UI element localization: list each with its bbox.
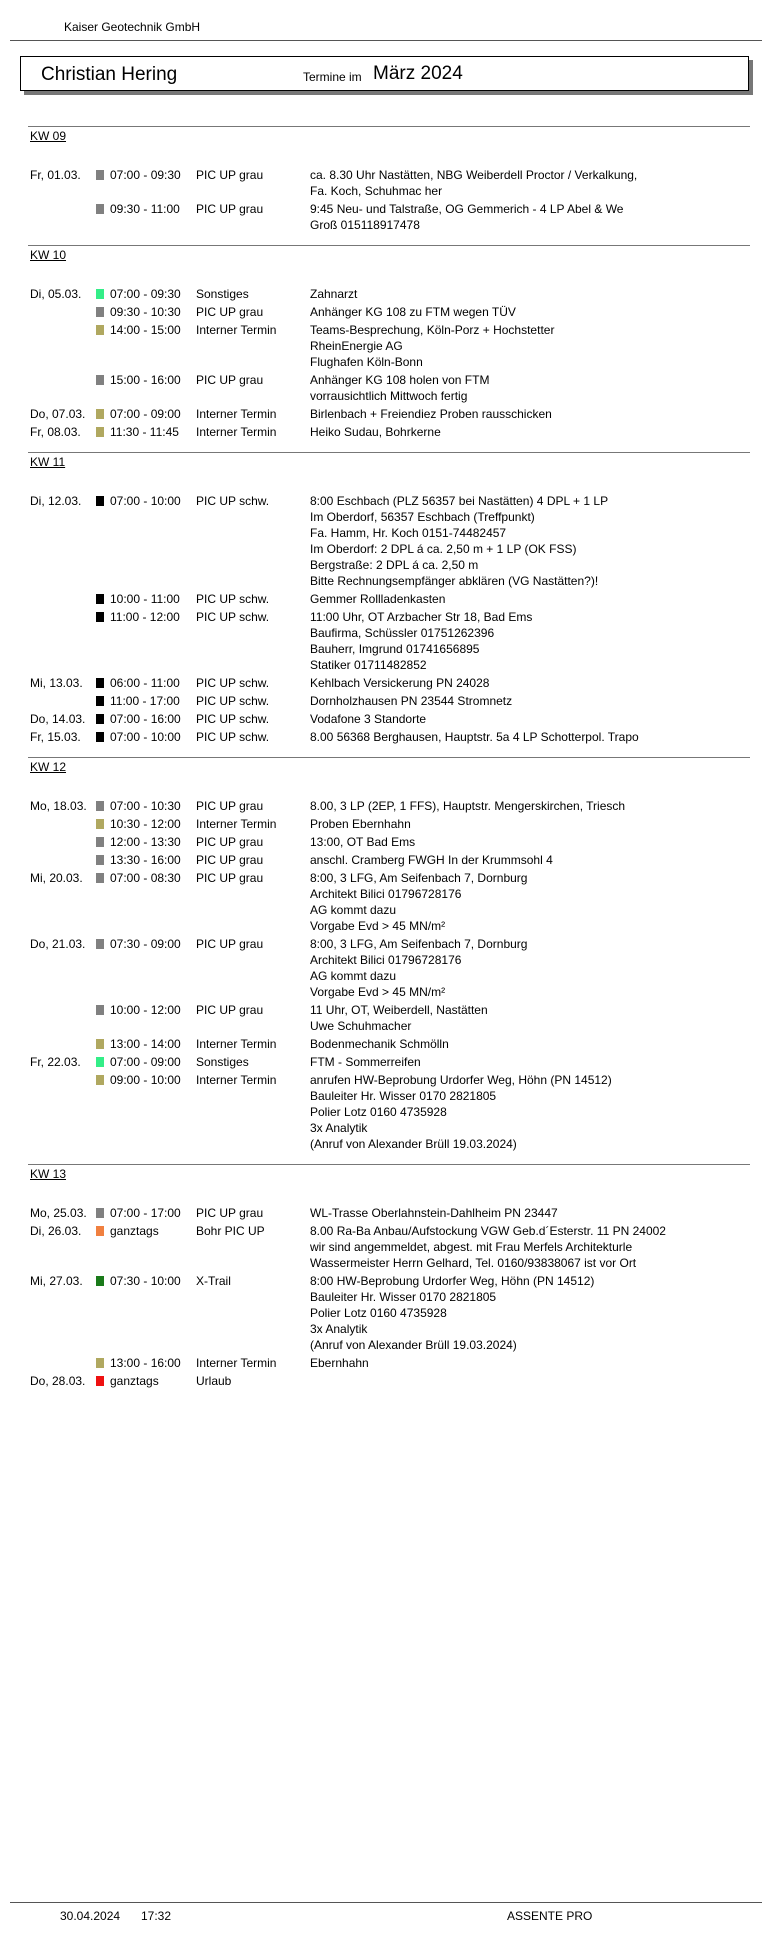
appointment-category: PIC UP grau <box>196 937 264 951</box>
appointment-description <box>310 322 750 370</box>
description-line: Im Oberdorf, 56357 Eschbach (Treffpunkt) <box>310 510 535 524</box>
description-line: Vorgabe Evd > 45 MN/m² <box>310 985 446 999</box>
appointment-category: PIC UP schw. <box>196 730 270 744</box>
appointment-description <box>310 201 750 233</box>
description-line: AG kommt dazu <box>310 969 397 983</box>
description-line: anschl. Cramberg FWGH In der Krummsohl 4 <box>310 853 553 867</box>
category-color-swatch <box>96 594 104 604</box>
appointment-description <box>310 1355 750 1371</box>
description-line: 8:00 HW-Beprobung Urdorfer Weg, Höhn (PN 14512) <box>310 1274 595 1288</box>
appointment-row[interactable] <box>28 1205 750 1223</box>
week-label: KW 10 <box>30 248 67 262</box>
category-color-swatch <box>96 1208 104 1218</box>
appointment-date: Do, 07.03. <box>30 407 86 421</box>
description-line: Fa. Koch, Schuhmac her <box>310 184 443 198</box>
appointment-row[interactable] <box>28 322 750 372</box>
appointment-time: 13:30 - 16:00 <box>110 853 181 867</box>
description-line: 8.00 56368 Berghausen, Hauptstr. 5a 4 LP Schotterpol. Trapo <box>310 730 639 744</box>
description-line: Bodenmechanik Schmölln <box>310 1037 449 1051</box>
appointment-time: 12:00 - 13:30 <box>110 835 181 849</box>
category-color-swatch <box>96 612 104 622</box>
appointment-time: 13:00 - 14:00 <box>110 1037 181 1051</box>
appointment-row[interactable] <box>28 1036 750 1054</box>
company-name: Kaiser Geotechnik GmbH <box>64 20 201 34</box>
description-line: Bauleiter Hr. Wisser 0170 2821805 <box>310 1290 497 1304</box>
appointment-time: 14:00 - 15:00 <box>110 323 181 337</box>
appointment-description <box>310 852 750 868</box>
appointment-date: Fr, 01.03. <box>30 168 81 182</box>
description-line: 8:00 Eschbach (PLZ 56357 bei Nastätten) 4 DPL + 1 LP <box>310 494 609 508</box>
description-line: WL-Trasse Oberlahnstein-Dahlheim PN 23447 <box>310 1206 558 1220</box>
appointment-description <box>310 1002 750 1034</box>
appointment-description <box>310 1223 750 1271</box>
appointment-time: 13:00 - 16:00 <box>110 1356 181 1370</box>
appointment-time: 09:30 - 11:00 <box>110 202 180 216</box>
footer-app-name: ASSENTE PRO <box>507 1909 593 1923</box>
appointment-row[interactable] <box>28 406 750 424</box>
appointment-row[interactable] <box>28 1072 750 1154</box>
appointment-time: 07:00 - 09:30 <box>110 168 181 182</box>
description-line: Ebernhahn <box>310 1356 369 1370</box>
description-line: Zahnarzt <box>310 287 358 301</box>
appointment-row[interactable] <box>28 372 750 406</box>
description-line: wir sind angemmeldet, abgest. mit Frau Merfels Architekturle <box>310 1240 633 1254</box>
appointment-row[interactable] <box>28 424 750 442</box>
appointment-description <box>310 675 750 691</box>
appointment-category: PIC UP schw. <box>196 494 270 508</box>
category-color-swatch <box>96 1005 104 1015</box>
description-line: Bauherr, Imgrund 01741656895 <box>310 642 480 656</box>
description-line: Flughafen Köln-Bonn <box>310 355 423 369</box>
appointment-time: 09:30 - 10:30 <box>110 305 181 319</box>
appointment-time: 07:00 - 08:30 <box>110 871 181 885</box>
appointment-description <box>310 870 750 934</box>
description-line: Groß 015118917478 <box>310 218 420 232</box>
appointment-description <box>310 372 750 404</box>
appointment-time: 10:30 - 12:00 <box>110 817 181 831</box>
week-label: KW 12 <box>30 760 67 774</box>
description-line: FTM - Sommerreifen <box>310 1055 421 1069</box>
description-line: Polier Lotz 0160 4735928 <box>310 1306 447 1320</box>
appointment-category: PIC UP grau <box>196 305 264 319</box>
appointment-category: Interner Termin <box>196 1037 277 1051</box>
description-line: 13:00, OT Bad Ems <box>310 835 416 849</box>
category-color-swatch <box>96 819 104 829</box>
appointment-category: Interner Termin <box>196 1356 277 1370</box>
week-section <box>28 757 750 1164</box>
appointment-description <box>310 609 750 673</box>
appointment-row[interactable] <box>28 1273 750 1355</box>
category-color-swatch <box>96 1376 104 1386</box>
appointment-category: PIC UP schw. <box>196 712 270 726</box>
appointment-category: PIC UP grau <box>196 799 264 813</box>
entry-list <box>28 1205 750 1401</box>
appointment-category: PIC UP grau <box>196 853 264 867</box>
category-color-swatch <box>96 1276 104 1286</box>
entry-list <box>28 493 750 757</box>
description-line: Statiker 01711482852 <box>310 658 427 672</box>
appointment-description <box>310 798 750 814</box>
appointment-row[interactable] <box>28 1002 750 1036</box>
month-title: März 2024 <box>373 63 463 84</box>
appointment-time: 06:00 - 11:00 <box>110 676 180 690</box>
category-color-swatch <box>96 1226 104 1236</box>
appointment-date: Mi, 13.03. <box>30 676 83 690</box>
appointment-row[interactable] <box>28 816 750 834</box>
appointment-row[interactable] <box>28 870 750 936</box>
appointment-description <box>310 493 750 589</box>
description-line: Anhänger KG 108 holen von FTM <box>310 373 490 387</box>
appointment-description <box>310 1273 750 1353</box>
category-color-swatch <box>96 307 104 317</box>
description-line: Wassermeister Herrn Gelhard, Tel. 0160/93838067 ist vor Ort <box>310 1256 637 1270</box>
description-line: Dornholzhausen PN 23544 Stromnetz <box>310 694 513 708</box>
appointment-description <box>310 816 750 832</box>
description-line: Teams-Besprechung, Köln-Porz + Hochstetter <box>310 323 555 337</box>
appointment-description <box>310 936 750 1000</box>
description-line: 8:00, 3 LFG, Am Seifenbach 7, Dornburg <box>310 871 528 885</box>
category-color-swatch <box>96 1057 104 1067</box>
appointment-time: 10:00 - 12:00 <box>110 1003 181 1017</box>
appointment-description <box>310 167 750 199</box>
appointment-category: PIC UP schw. <box>196 694 270 708</box>
category-color-swatch <box>96 732 104 742</box>
category-color-swatch <box>96 1358 104 1368</box>
description-line: 8.00 Ra-Ba Anbau/Aufstockung VGW Geb.d´Esterstr. 11 PN 24002 <box>310 1224 666 1238</box>
appointment-time: 11:00 - 17:00 <box>110 694 180 708</box>
appointment-time: 07:00 - 16:00 <box>110 712 181 726</box>
appointment-time: 07:00 - 09:00 <box>110 407 181 421</box>
appointment-description <box>310 729 750 745</box>
description-line: Polier Lotz 0160 4735928 <box>310 1105 447 1119</box>
week-label: KW 13 <box>30 1167 67 1181</box>
appointment-category: PIC UP schw. <box>196 676 270 690</box>
appointment-date: Fr, 15.03. <box>30 730 81 744</box>
appointment-date: Do, 28.03. <box>30 1374 86 1388</box>
appointment-row[interactable] <box>28 304 750 322</box>
appointment-date: Di, 05.03. <box>30 287 82 301</box>
description-line: 3x Analytik <box>310 1121 368 1135</box>
category-color-swatch <box>96 714 104 724</box>
appointment-row[interactable] <box>28 1373 750 1391</box>
footer-time: 17:32 <box>141 1909 172 1923</box>
description-line: 11 Uhr, OT, Weiberdell, Nastätten <box>310 1003 488 1017</box>
appointment-row[interactable] <box>28 693 750 711</box>
appointment-time: 07:30 - 10:00 <box>110 1274 181 1288</box>
appointment-description <box>310 591 750 607</box>
category-color-swatch <box>96 325 104 335</box>
appointment-date: Di, 12.03. <box>30 494 82 508</box>
appointment-time: 09:00 - 10:00 <box>110 1073 181 1087</box>
entry-list <box>28 798 750 1164</box>
appointment-time: 11:00 - 12:00 <box>110 610 180 624</box>
description-line: Gemmer Rollladenkasten <box>310 592 446 606</box>
appointment-date: Mo, 18.03. <box>30 799 87 813</box>
appointment-description <box>310 1036 750 1052</box>
description-line: RheinEnergie AG <box>310 339 403 353</box>
description-line: Bergstraße: 2 DPL á ca. 2,50 m <box>310 558 479 572</box>
category-color-swatch <box>96 170 104 180</box>
appointment-description <box>310 834 750 850</box>
appointment-category: Interner Termin <box>196 817 277 831</box>
description-line: Uwe Schuhmacher <box>310 1019 412 1033</box>
week-label: KW 09 <box>30 129 67 143</box>
description-line: Bauleiter Hr. Wisser 0170 2821805 <box>310 1089 497 1103</box>
category-color-swatch <box>96 1075 104 1085</box>
category-color-swatch <box>96 939 104 949</box>
appointment-row[interactable] <box>28 609 750 675</box>
appointment-row[interactable] <box>28 1054 750 1072</box>
description-line: anrufen HW-Beprobung Urdorfer Weg, Höhn (PN 14512) <box>310 1073 612 1087</box>
category-color-swatch <box>96 496 104 506</box>
description-line: Vodafone 3 Standorte <box>310 712 427 726</box>
appointment-description <box>310 304 750 320</box>
appointment-row[interactable] <box>28 201 750 235</box>
entry-list <box>28 167 750 245</box>
category-color-swatch <box>96 873 104 883</box>
appointment-row[interactable] <box>28 852 750 870</box>
appointment-date: Fr, 08.03. <box>30 425 81 439</box>
appointment-category: Urlaub <box>196 1374 232 1388</box>
description-line: vorrausichtlich Mittwoch fertig <box>310 389 468 403</box>
appointment-row[interactable] <box>28 798 750 816</box>
appointment-category: Bohr PIC UP <box>196 1224 265 1238</box>
appointment-description <box>310 1054 750 1070</box>
description-line: Architekt Bilici 01796728176 <box>310 887 462 901</box>
category-color-swatch <box>96 204 104 214</box>
description-line: (Anruf von Alexander Brüll 19.03.2024) <box>310 1137 517 1151</box>
appointment-time: ganztags <box>110 1224 159 1238</box>
appointment-category: PIC UP schw. <box>196 592 270 606</box>
category-color-swatch <box>96 289 104 299</box>
appointment-category: PIC UP schw. <box>196 610 270 624</box>
appointment-row[interactable] <box>28 591 750 609</box>
weeks-container <box>0 126 780 1401</box>
category-color-swatch <box>96 427 104 437</box>
appointment-category: PIC UP grau <box>196 871 264 885</box>
appointment-category: Interner Termin <box>196 323 277 337</box>
description-line: Im Oberdorf: 2 DPL á ca. 2,50 m + 1 LP (OK FSS) <box>310 542 577 556</box>
description-line: 3x Analytik <box>310 1322 368 1336</box>
appointment-category: PIC UP grau <box>196 168 264 182</box>
appointment-date: Fr, 22.03. <box>30 1055 81 1069</box>
category-color-swatch <box>96 1039 104 1049</box>
appointment-description <box>310 424 750 440</box>
description-line: Vorgabe Evd > 45 MN/m² <box>310 919 446 933</box>
appointment-category: PIC UP grau <box>196 1206 264 1220</box>
description-line: 11:00 Uhr, OT Arzbacher Str 18, Bad Ems <box>310 610 533 624</box>
appointment-time: 07:00 - 09:30 <box>110 287 181 301</box>
appointment-date: Mo, 25.03. <box>30 1206 87 1220</box>
description-line: Heiko Sudau, Bohrkerne <box>310 425 441 439</box>
description-line: ca. 8.30 Uhr Nastätten, NBG Weiberdell Proctor / Verkalkung, <box>310 168 638 182</box>
appointment-row[interactable] <box>28 729 750 747</box>
description-line: Bitte Rechnungsempfänger abklären (VG Nastätten?)! <box>310 574 599 588</box>
top-divider <box>10 40 762 41</box>
week-section <box>28 126 750 245</box>
appointment-time: 15:00 - 16:00 <box>110 373 181 387</box>
footer-date: 30.04.2024 <box>60 1909 121 1923</box>
appointment-time: 07:00 - 17:00 <box>110 1206 181 1220</box>
person-name: Christian Hering <box>41 64 178 85</box>
week-label: KW 11 <box>30 455 66 469</box>
appointment-time: 07:00 - 10:00 <box>110 494 181 508</box>
appointment-date: Mi, 20.03. <box>30 871 83 885</box>
appointment-description <box>310 693 750 709</box>
category-color-swatch <box>96 696 104 706</box>
entry-list <box>28 286 750 452</box>
category-color-swatch <box>96 678 104 688</box>
category-color-swatch <box>96 375 104 385</box>
week-section <box>28 452 750 757</box>
appointment-row[interactable] <box>28 1355 750 1373</box>
description-line: Anhänger KG 108 zu FTM wegen TÜV <box>310 305 516 319</box>
appointment-time: 11:30 - 11:45 <box>110 425 179 439</box>
appointment-category: Sonstiges <box>196 1055 249 1069</box>
description-line: Kehlbach Versickerung PN 24028 <box>310 676 490 690</box>
bottom-divider <box>10 1902 762 1903</box>
appointment-date: Di, 26.03. <box>30 1224 82 1238</box>
description-line: Proben Ebernhahn <box>310 817 411 831</box>
category-color-swatch <box>96 409 104 419</box>
appointment-date: Mi, 27.03. <box>30 1274 83 1288</box>
week-section <box>28 1164 750 1401</box>
appointment-date: Do, 14.03. <box>30 712 86 726</box>
appointment-description <box>310 711 750 727</box>
appointment-description <box>310 286 750 302</box>
appointment-row[interactable] <box>28 493 750 591</box>
appointment-row[interactable] <box>28 167 750 201</box>
appointment-category: PIC UP grau <box>196 373 264 387</box>
appointment-category: PIC UP grau <box>196 1003 264 1017</box>
appointment-row[interactable] <box>28 834 750 852</box>
category-color-swatch <box>96 855 104 865</box>
description-line: 8.00, 3 LP (2EP, 1 FFS), Hauptstr. Mengerskirchen, Triesch <box>310 799 626 813</box>
week-section <box>28 245 750 452</box>
description-line: Birlenbach + Freiendiez Proben rausschicken <box>310 407 552 421</box>
appointment-description <box>310 1072 750 1152</box>
appointment-time: 10:00 - 11:00 <box>110 592 180 606</box>
description-line: 9:45 Neu- und Talstraße, OG Gemmerich - 4 LP Abel & We <box>310 202 624 216</box>
category-color-swatch <box>96 837 104 847</box>
appointment-row[interactable] <box>28 936 750 1002</box>
appointment-row[interactable] <box>28 711 750 729</box>
appointment-time: ganztags <box>110 1374 159 1388</box>
appointment-category: PIC UP grau <box>196 835 264 849</box>
description-line: 8:00, 3 LFG, Am Seifenbach 7, Dornburg <box>310 937 528 951</box>
appointment-category: Interner Termin <box>196 407 277 421</box>
description-line: Architekt Bilici 01796728176 <box>310 953 462 967</box>
description-line: Baufirma, Schüssler 01751262396 <box>310 626 495 640</box>
category-color-swatch <box>96 801 104 811</box>
appointment-date: Do, 21.03. <box>30 937 86 951</box>
appointment-row[interactable] <box>28 1223 750 1273</box>
appointment-description <box>310 1205 750 1221</box>
report-header <box>20 56 749 91</box>
description-line: Fa. Hamm, Hr. Koch 0151-74482457 <box>310 526 507 540</box>
description-line: AG kommt dazu <box>310 903 397 917</box>
appointment-row[interactable] <box>28 286 750 304</box>
description-line: (Anruf von Alexander Brüll 19.03.2024) <box>310 1338 517 1352</box>
appointment-category: Sonstiges <box>196 287 249 301</box>
appointment-category: Interner Termin <box>196 425 277 439</box>
appointment-category: X-Trail <box>196 1274 231 1288</box>
appointment-time: 07:30 - 09:00 <box>110 937 181 951</box>
appointment-time: 07:00 - 09:00 <box>110 1055 181 1069</box>
appointment-row[interactable] <box>28 675 750 693</box>
appointment-time: 07:00 - 10:00 <box>110 730 181 744</box>
termine-label: Termine im <box>303 70 362 84</box>
appointment-category: Interner Termin <box>196 1073 277 1087</box>
appointment-category: PIC UP grau <box>196 202 264 216</box>
appointment-description <box>310 406 750 422</box>
appointment-time: 07:00 - 10:30 <box>110 799 181 813</box>
